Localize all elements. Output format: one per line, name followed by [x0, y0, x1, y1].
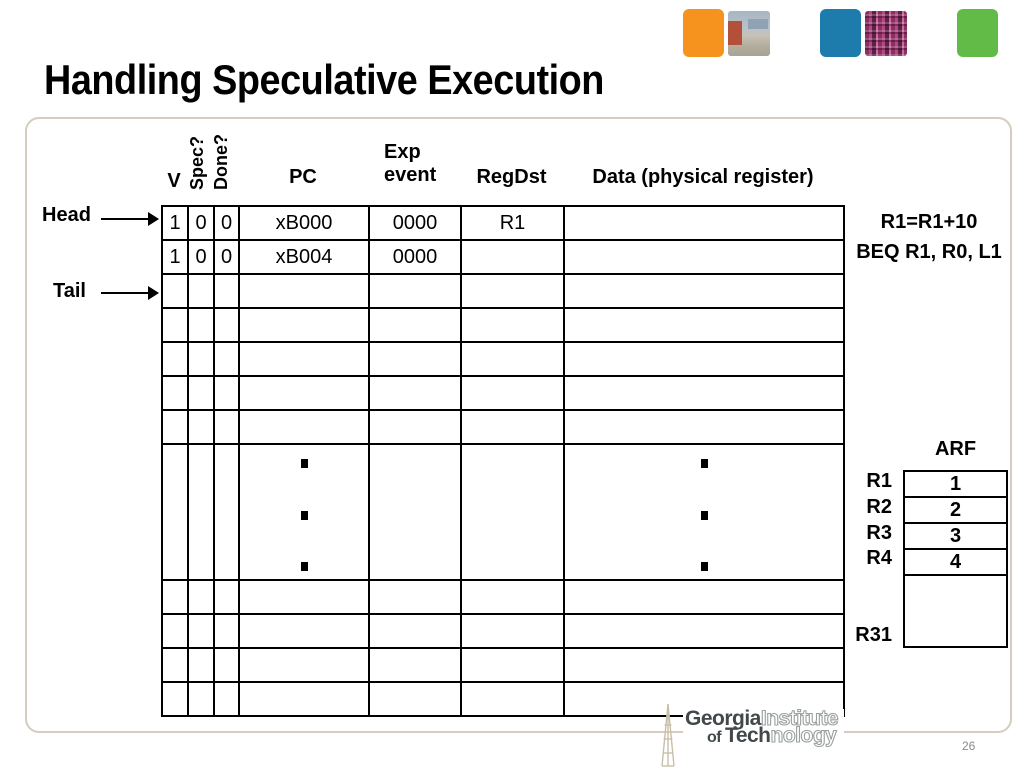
annotation-instruction-1: R1=R1+10 [880, 211, 978, 233]
arf-register-label: R1 [866, 470, 892, 492]
rob-ellipsis-row [162, 444, 844, 580]
col-header-done: Done? [211, 134, 231, 190]
rob-cell-regdst [461, 274, 564, 308]
rob-cell-pc [239, 274, 369, 308]
head-arrow [101, 218, 148, 220]
rob-cell-spec [188, 682, 214, 716]
rob-cell-done [214, 274, 239, 308]
rob-cell-v [162, 274, 188, 308]
rob-cell-exp [369, 580, 461, 614]
col-header-exp-line1: Exp [384, 141, 421, 163]
ellipsis-dot [301, 511, 308, 520]
rob-cell-spec [188, 410, 214, 444]
arf-value-cell: 3 [905, 524, 1006, 550]
rob-cell-v [162, 580, 188, 614]
rob-row [162, 308, 844, 342]
rob-cell-done: 0 [214, 240, 239, 274]
rob-cell-pc [239, 410, 369, 444]
rob-cell-regdst [461, 376, 564, 410]
rob-row [162, 342, 844, 376]
rob-row [162, 614, 844, 648]
page-title: Handling Speculative Execution [44, 56, 604, 103]
rob-cell-v [162, 614, 188, 648]
col-header-data: Data (physical register) [592, 166, 814, 188]
rob-row [162, 648, 844, 682]
rob-cell-spec [188, 580, 214, 614]
rob-cell-done [214, 444, 239, 580]
rob-cell-spec [188, 376, 214, 410]
rob-row [162, 240, 844, 274]
rob-cell-exp: 0000 [369, 240, 461, 274]
rob-cell-data [564, 614, 844, 648]
rob-cell-v [162, 648, 188, 682]
rob-cell-regdst: R1 [461, 206, 564, 240]
rob-cell-exp [369, 376, 461, 410]
head-label: Head [42, 204, 91, 226]
rob-row [162, 274, 844, 308]
tail-label: Tail [53, 280, 86, 302]
rob-cell-done [214, 580, 239, 614]
rob-cell-v: 1 [162, 206, 188, 240]
rob-cell-v [162, 308, 188, 342]
rob-cell-spec: 0 [188, 240, 214, 274]
rob-cell-pc [239, 342, 369, 376]
ellipsis-dot [301, 562, 308, 571]
rob-cell-data [564, 308, 844, 342]
arf-value-cell: 1 [905, 472, 1006, 498]
rob-cell-done: 0 [214, 206, 239, 240]
rob-cell-regdst [461, 682, 564, 716]
rob-cell-data [564, 342, 844, 376]
rob-cell-v: 1 [162, 240, 188, 274]
gt-wordmark-institute: Institute [760, 707, 839, 730]
rob-cell-exp: 0000 [369, 206, 461, 240]
rob-cell-v [162, 444, 188, 580]
arf-last-register-label: R31 [855, 624, 892, 646]
gt-wordmark-of: of [707, 729, 726, 746]
rob-cell-data [564, 376, 844, 410]
rob-cell-exp [369, 648, 461, 682]
arf-register-label: R4 [866, 547, 892, 570]
col-header-exp-line2: event [384, 164, 437, 186]
rob-cell-done [214, 308, 239, 342]
rob-cell-exp [369, 342, 461, 376]
rob-cell-v [162, 410, 188, 444]
rob-row [162, 580, 844, 614]
campus-photo [728, 11, 770, 56]
rob-cell-v [162, 342, 188, 376]
arf-register-label: R2 [866, 495, 892, 518]
rob-cell-spec [188, 342, 214, 376]
arf-register-label: R3 [866, 521, 892, 544]
rob-cell-data [564, 648, 844, 682]
green-square-logo [957, 9, 998, 57]
rob-cell-spec: 0 [188, 206, 214, 240]
rob-cell-pc [239, 376, 369, 410]
col-header-pc: PC [289, 166, 317, 188]
rob-cell-regdst [461, 342, 564, 376]
rob-cell-regdst [461, 614, 564, 648]
rob-cell-regdst [461, 580, 564, 614]
rob-cell-v [162, 376, 188, 410]
rob-cell-spec [188, 648, 214, 682]
rob-cell-pc [239, 444, 369, 580]
annotation-instruction-2: BEQ R1, R0, L1 [856, 241, 1002, 263]
rob-cell-done [214, 614, 239, 648]
rob-cell-spec [188, 274, 214, 308]
ellipsis-dot [701, 511, 708, 520]
rob-cell-pc: xB000 [239, 206, 369, 240]
rob-cell-exp [369, 682, 461, 716]
rob-cell-pc [239, 308, 369, 342]
ellipsis-dot [701, 459, 708, 468]
ellipsis-dot [301, 459, 308, 468]
rob-cell-spec [188, 308, 214, 342]
rob-cell-v [162, 682, 188, 716]
blue-square-logo [820, 9, 861, 57]
rob-cell-data [564, 410, 844, 444]
rob-cell-pc: xB004 [239, 240, 369, 274]
rob-cell-data [564, 274, 844, 308]
rob-cell-pc [239, 682, 369, 716]
georgia-tech-wordmark [683, 709, 844, 749]
rob-cell-done [214, 410, 239, 444]
vertical-ellipsis [299, 459, 309, 571]
rob-cell-data [564, 444, 844, 580]
col-header-v: V [167, 170, 181, 192]
rob-cell-data [564, 580, 844, 614]
rob-cell-exp [369, 614, 461, 648]
gt-wordmark-georgia: Georgia [685, 707, 761, 730]
rob-cell-spec [188, 614, 214, 648]
gt-wordmark-nology: nology [770, 724, 837, 747]
rob-cell-exp [369, 410, 461, 444]
rob-cell-pc [239, 614, 369, 648]
rob-row [162, 206, 844, 240]
arf-title: ARF [934, 438, 977, 460]
arf-labels [851, 469, 897, 572]
gt-wordmark-tech: Tech [725, 724, 771, 747]
rob-cell-regdst [461, 240, 564, 274]
orange-square-logo [683, 9, 724, 57]
rob-cell-exp [369, 274, 461, 308]
col-header-regdst: RegDst [476, 166, 547, 188]
rob-cell-pc [239, 648, 369, 682]
rob-cell-exp [369, 444, 461, 580]
rob-table-body [162, 206, 844, 716]
rob-cell-data [564, 206, 844, 240]
rob-cell-regdst [461, 410, 564, 444]
rob-cell-done [214, 648, 239, 682]
arf-value-cell: 2 [905, 498, 1006, 524]
arf-table [903, 470, 1008, 648]
col-header-spec: Spec? [187, 135, 207, 190]
rob-cell-regdst [461, 648, 564, 682]
ellipsis-dot [701, 562, 708, 571]
arf-value-cell: 4 [905, 550, 1006, 576]
rob-cell-pc [239, 580, 369, 614]
rob-cell-spec [188, 444, 214, 580]
rob-cell-exp [369, 308, 461, 342]
rob-row [162, 376, 844, 410]
rob-table [161, 205, 845, 717]
rob-cell-done [214, 342, 239, 376]
tech-tower-icon [654, 703, 682, 767]
rob-row [162, 410, 844, 444]
rob-cell-done [214, 376, 239, 410]
rob-cell-regdst [461, 444, 564, 580]
rob-cell-data [564, 240, 844, 274]
page-number: 26 [962, 739, 976, 753]
vertical-ellipsis [699, 459, 709, 571]
arf-empty-region [905, 576, 1006, 646]
tail-arrow [101, 292, 148, 294]
circuit-photo [865, 11, 907, 56]
rob-cell-regdst [461, 308, 564, 342]
rob-cell-done [214, 682, 239, 716]
